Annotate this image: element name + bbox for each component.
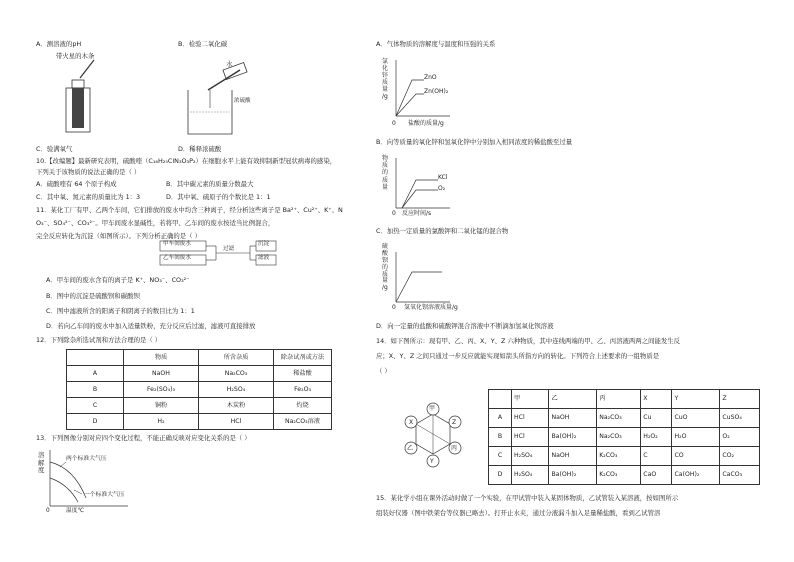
ylabel-char: 量 [382,86,389,94]
table-cell: Ba(OH)₂ [549,428,597,447]
q13-option-a: A．气体物质的溶解度与温度和压强的关系 [376,40,496,48]
table-cell: B [489,428,512,447]
q11-option-c: C．图中滤液所含的阳离子和阴离子的数目比为 1：1 [46,307,195,315]
ylabel-char: 量 [382,183,389,191]
q11-option-a: A．甲车间的废水含有的离子是 K⁺、NO₃⁻、CO₃²⁻ [46,276,190,284]
q10-option-c: C．其中氧、氮元素的质量比为 1：3 [36,193,141,201]
q14-header-cell: 丙 [597,390,641,409]
q14-header-cell: X [641,390,672,409]
q10-stem-line1: 10.【改编题】最新研究表明，硫酸喹（C₁₆H₂₅ClN₃O₃P₂）在细胞水平上能有效抑制新型冠状病毒的感染， [36,157,337,165]
q14-header-cell: Y [672,390,720,409]
q14-header-cell: Z [720,390,760,409]
table-cell: CaO [641,466,672,485]
table-cell: H₂O [672,428,720,447]
q9-option-b: B．检验二氧化碳 [178,40,228,48]
table-cell: 稀盐酸 [274,366,332,382]
q11-stem-line1: 11．某化工厂有甲、乙两个车间，它们排放的废水中均含三种离子，经分析这些离子是 Ba²⁺、Cu²⁺、K⁺、N [36,206,343,214]
ylabel-char: 量 [382,277,389,285]
table-cell: HCl [512,428,549,447]
q10-option-d: D．其中氧、硫原子的个数比是 1：1 [166,193,271,201]
table-cell: HCl [199,414,274,430]
table-cell: Ca(OH)₂ [672,466,720,485]
table-cell: C [641,447,672,466]
q9-fig-c-bottle [52,58,112,138]
table-cell: Fe₂(SO₄)₃ [124,382,199,398]
chart-a-ylabel [382,58,390,100]
table-row [489,428,760,447]
q11-stem-line2: O₃⁻、SO₄²⁻、CO₃²⁻。甲车间废水显碱性，若将甲、乙车间的废水按适当比例混合， [36,219,275,227]
q9-option-a: A．测溶液的pH [36,40,82,48]
q13-xlabel: 温度℃ [66,508,85,514]
curve-one-atm [50,478,78,502]
node-label: X [409,419,414,426]
table-cell: D [489,466,512,485]
node-label: 乙 [407,445,414,452]
table-cell: D [67,414,124,430]
ylabel-char: 物 [382,155,389,162]
q12-header-cell: 物质 [124,350,199,366]
table-cell: H₂SO₄ [199,382,274,398]
chart-b-ylabel [382,155,390,191]
table-cell: O₂ [720,428,760,447]
table-cell: K₂CO₃ [597,447,641,466]
ylabel-char: 锌 [382,72,389,80]
q14-header-cell: 甲 [512,390,549,409]
table-row [489,466,760,485]
q10-stem-line2: 下列关于该物质的说法正确的是（ ） [36,168,141,176]
table-cell: Na₂CO₃溶液 [274,414,332,430]
ylabel-char: 溶 [38,451,45,459]
table-cell: NaOH [549,447,597,466]
q15-stem-line1: 15．某化学小组在课外活动时做了一个实验，在甲试管中装入某固体物质，乙试管装入某溶液，按如图所示 [376,494,679,502]
table-cell: B [67,382,124,398]
chart-a-origin: 0 [392,120,396,127]
table-cell: CuO [672,409,720,428]
table-cell: CuSO₄ [720,409,760,428]
chart-c-ylabel [382,244,390,292]
q12-header-cell: 除杂试剂或方法 [274,350,332,366]
q14-header-cell: 乙 [549,390,597,409]
q9-option-d: D．稀释浓硫酸 [178,145,222,153]
q11-stem-line3: 完全反应转化为沉淀（如图所示）。下列分析正确的是（ ） [36,232,201,240]
table-cell: HCl [512,409,549,428]
chart-a-legend-znoh2: Zn(OH)₂ [424,88,449,95]
q12-header-cell: 所含杂质 [199,350,274,366]
q12-table-header [67,350,332,366]
table-cell: CO [672,447,720,466]
ylabel-char: /g [382,284,388,292]
q10-option-b: B．其中碳元素的质量分数最大 [166,180,254,188]
ylabel-char: 氯 [382,58,389,65]
ylabel-char: 质 [382,270,389,278]
q13-curve-label-1: 两个标准大气压 [66,456,107,462]
table-cell: H₂ [124,414,199,430]
chart-b-legend-kcl: KCl [438,174,448,181]
table-cell: CaCO₃ [720,466,760,485]
table-cell: H₂SO₄ [512,466,549,485]
q11-option-b: B．图中的沉淀是硫酸钡和碳酸钡 [46,292,140,300]
table-cell: NaOH [124,366,199,382]
ylabel-char: 钡 [382,256,389,264]
q11-filter-label: 过滤 [223,246,235,252]
q15-stem-line2: 组装好仪器（图中铁架台等仪器已略去）。打开止水夹，通过分液漏斗加入足量稀盐酸，看到乙试管溶 [376,509,661,517]
q13-stem: 13．下列图像分别对应四个变化过程，不能正确反映对应变化关系的是（ ） [36,434,251,442]
line-znoh2 [396,94,424,116]
q11-box-yi: 乙车间废水 [163,255,191,261]
table-row [67,398,332,414]
q14-table [488,389,760,485]
table-row [489,447,760,466]
q13-option-d: D．向一定量的盐酸和硫酸钾混合溶液中不断滴加氢氧化钡溶液 [376,322,554,330]
ylabel-char: 硫 [382,243,389,250]
q14-stem-line2: 应；X、Y、Z 之间只通过一步反应就能实现如箭头所指方向的转化。下列符合上述要求的一组物质是 [376,352,660,360]
ylabel-char: 质 [382,162,389,170]
q13-option-c: C．加热一定质量的氯酸钾和二氧化锰的混合物 [376,227,509,235]
q12-stem: 12．下列除杂所选试剂和方法合理的是（ ） [36,336,162,344]
ylabel-char: 质 [382,176,389,184]
table-cell: C [67,398,124,414]
node-label: 甲 [429,405,436,412]
q9-fig-d-label-water: 水 [226,60,233,68]
q14-stem-line1: 14．如下图所示：现有甲、乙、丙、X、Y、Z 六种物质，其中连线两端的甲、乙、丙溶液两两之间能发生反 [376,337,681,345]
table-row [67,382,332,398]
q11-option-d: D．若向乙车间的废水中加入适量铁粉，充分反应后过滤，滤液可直接排放 [46,322,256,330]
ylabel-char: 度 [38,466,45,475]
q11-box-jia: 甲车间废水 [163,241,191,247]
table-row [67,414,332,430]
table-cell: Ba(OH)₂ [549,466,597,485]
table-cell: 灼烧 [274,398,332,414]
chart-c-xlabel: 氢氧化钡溶液质量/g [404,304,458,311]
line-baso4 [396,272,442,302]
q11-precipitate: 沉淀 [258,241,270,247]
node-label: 丙 [451,445,458,452]
ylabel-char: 化 [382,65,389,73]
q11-filtrate: 滤液 [258,255,270,261]
table-cell: CO₂ [720,447,760,466]
chart-b-legend-o2: O₂ [438,185,446,192]
table-cell: 铜粉 [124,398,199,414]
node-label: Y [430,458,434,465]
q9-fig-d-label-acid: 浓硫酸 [234,98,251,104]
chart-c-origin: 0 [392,304,396,311]
q12-table [66,349,332,430]
q13-curve-label-2: 一个标准大气压 [84,492,125,498]
q12-header-cell [67,350,124,366]
table-cell: H₂SO₄ [512,447,549,466]
ylabel-char: 质 [382,79,389,87]
ylabel-char: /g [382,93,388,101]
chart-b-origin: 0 [392,210,396,217]
chart-b-plot [392,156,452,212]
q14-stem-line3: （ ） [376,367,391,375]
table-cell: A [67,366,124,382]
chart-c-plot [392,250,452,306]
table-cell: Na₂CO₃ [199,366,274,382]
table-cell: Na₂CO₃ [597,409,641,428]
q14-header-cell [489,390,512,409]
q14-table-header [489,390,760,409]
table-cell: NaOH [549,409,597,428]
chart-a-xlabel: 盐酸的质量/g [408,120,444,127]
table-cell: 木炭粉 [199,398,274,414]
q13-origin: 0 [46,508,50,514]
line-kcl [402,180,438,208]
ylabel-char: 的 [382,263,389,271]
table-row [67,366,332,382]
q9-option-c: C．验满氧气 [36,145,73,153]
table-cell: Cu [641,409,672,428]
table-cell: Fe₂O₃ [274,382,332,398]
table-cell: K₂CO₃ [597,466,641,485]
ylabel-char: 的 [382,169,389,177]
table-cell: H₂O₂ [641,428,672,447]
table-cell: A [489,409,512,428]
q9-fig-c-label: 带火星的木条 [56,52,95,60]
chart-a-legend-zno: ZnO [424,74,437,81]
table-cell: C [489,447,512,466]
q10-option-a: A．硫酸喹有 64 个原子构成 [36,180,117,188]
line-o2 [402,190,438,208]
ylabel-char: 酸 [382,249,389,257]
node-label: Z [452,419,457,426]
q13-option-b: B．向等质量的氧化锌和氢氧化锌中分别加入相同浓度的稀盐酸至过量 [376,138,573,146]
ylabel-char: 解 [38,458,45,467]
line-zno [396,80,424,116]
table-row [489,409,760,428]
table-cell: Na₂CO₃ [597,428,641,447]
chart-b-xlabel: 反应时间/s [402,210,432,217]
